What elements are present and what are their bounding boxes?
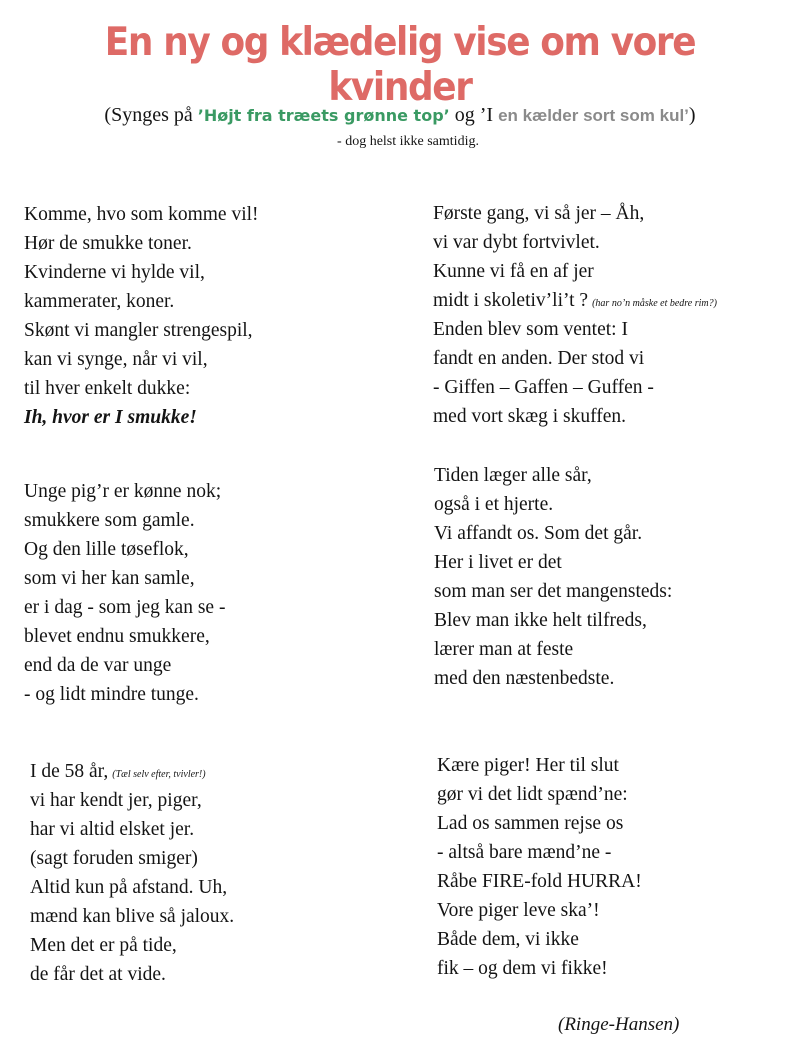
verse-line: Enden blev som ventet: I bbox=[433, 319, 628, 340]
verse-line: Her i livet er det bbox=[434, 552, 562, 573]
verse-line: (sagt foruden smiger) bbox=[30, 848, 198, 869]
verse-line: også i et hjerte. bbox=[434, 494, 554, 515]
verse-line: Lad os sammen rejse os bbox=[437, 813, 624, 834]
verse-line: Tiden læger alle sår, bbox=[434, 465, 592, 486]
verse-line: mænd kan blive så jaloux. bbox=[30, 906, 235, 927]
verse-line: Blev man ikke helt tilfreds, bbox=[434, 610, 647, 631]
subtitle-note: - dog helst ikke samtidig. bbox=[337, 134, 479, 149]
verse-line: med den næstenbedste. bbox=[434, 668, 615, 689]
verse-line: blevet endnu smukkere, bbox=[24, 626, 210, 647]
verse-line: som man ser det mangensteds: bbox=[434, 581, 673, 602]
verse-line: Kære piger! Her til slut bbox=[437, 755, 619, 776]
verse-line: Altid kun på afstand. Uh, bbox=[30, 877, 228, 898]
verse-line: Kunne vi få en af jer bbox=[433, 261, 594, 282]
verse-line: vi var dybt fortvivlet. bbox=[433, 232, 600, 253]
verse-line: smukkere som gamle. bbox=[24, 510, 195, 531]
verse-line: vi har kendt jer, piger, bbox=[30, 790, 202, 811]
verse-line: Vi affandt os. Som det går. bbox=[434, 523, 643, 544]
verse-2 bbox=[24, 477, 225, 709]
author-signature: (Ringe-Hansen) bbox=[558, 1014, 680, 1035]
verse-line: kammerater, koner. bbox=[24, 291, 175, 312]
verse-line: kan vi synge, når vi vil, bbox=[24, 349, 208, 370]
verse-line: Vore piger leve ska’! bbox=[437, 900, 600, 921]
page-title: En ny og klædelig vise om vore kvinder bbox=[104, 20, 696, 110]
verse-5 bbox=[434, 461, 672, 693]
verse-line: Og den lille tøseflok, bbox=[24, 539, 189, 560]
verse-line: fandt en anden. Der stod vi bbox=[433, 348, 645, 369]
verse-line: Skønt vi mangler strengespil, bbox=[24, 320, 253, 341]
verse-line: end da de var unge bbox=[24, 655, 172, 676]
verse-line: Komme, hvo som komme vil! bbox=[24, 204, 259, 225]
verse-line: fik – og dem vi fikke! bbox=[437, 958, 608, 979]
verse-line: er i dag - som jeg kan se - bbox=[24, 597, 226, 618]
verse-line: Unge pig’r er kønne nok; bbox=[24, 481, 222, 502]
verse-4 bbox=[433, 199, 717, 431]
verse-line bbox=[433, 286, 717, 315]
verse-line: til hver enkelt dukke: bbox=[24, 378, 191, 399]
tune-name-1: ’Højt fra træets grønne top’ bbox=[197, 106, 450, 125]
verse-6 bbox=[437, 751, 642, 983]
verse-line-text: I de 58 år, bbox=[30, 761, 109, 782]
verse-line bbox=[30, 757, 234, 786]
verse-line: Hør de smukke toner. bbox=[24, 233, 192, 254]
verse-line: lærer man at feste bbox=[434, 639, 574, 660]
verse-line: - altså bare mænd’ne - bbox=[437, 842, 612, 863]
verse-3 bbox=[30, 757, 234, 989]
subtitle-middle: og ’I bbox=[449, 104, 499, 126]
verse-line: har vi altid elsket jer. bbox=[30, 819, 195, 840]
verse-line: Både dem, vi ikke bbox=[437, 929, 579, 950]
verse-line: Kvinderne vi hylde vil, bbox=[24, 262, 205, 283]
verse-1 bbox=[24, 200, 259, 432]
verse-line: de får det at vide. bbox=[30, 964, 166, 985]
subtitle-suffix: ) bbox=[688, 104, 696, 126]
verse-line: - Giffen – Gaffen – Guffen - bbox=[433, 377, 654, 398]
subtitle bbox=[0, 104, 800, 127]
verse-line-emphasis: Ih, hvor er I smukke! bbox=[24, 407, 197, 428]
subtitle-prefix: (Synges på bbox=[104, 104, 198, 126]
verse-line-text: midt i skoletiv’li’t ? bbox=[433, 290, 589, 311]
tune-name-2: en kælder sort som kul’ bbox=[498, 106, 689, 125]
verse-line: med vort skæg i skuffen. bbox=[433, 406, 627, 427]
verse-aside: (Tæl selv efter, tvivler!) bbox=[112, 769, 206, 780]
verse-line: Første gang, vi så jer – Åh, bbox=[433, 203, 645, 224]
verse-aside: (har no’n måske et bedre rim?) bbox=[592, 298, 717, 309]
verse-line: som vi her kan samle, bbox=[24, 568, 195, 589]
verse-line: Råbe FIRE-fold HURRA! bbox=[437, 871, 642, 892]
verse-line: gør vi det lidt spænd’ne: bbox=[437, 784, 628, 805]
verse-line: Men det er på tide, bbox=[30, 935, 177, 956]
verse-line: - og lidt mindre tunge. bbox=[24, 684, 199, 705]
